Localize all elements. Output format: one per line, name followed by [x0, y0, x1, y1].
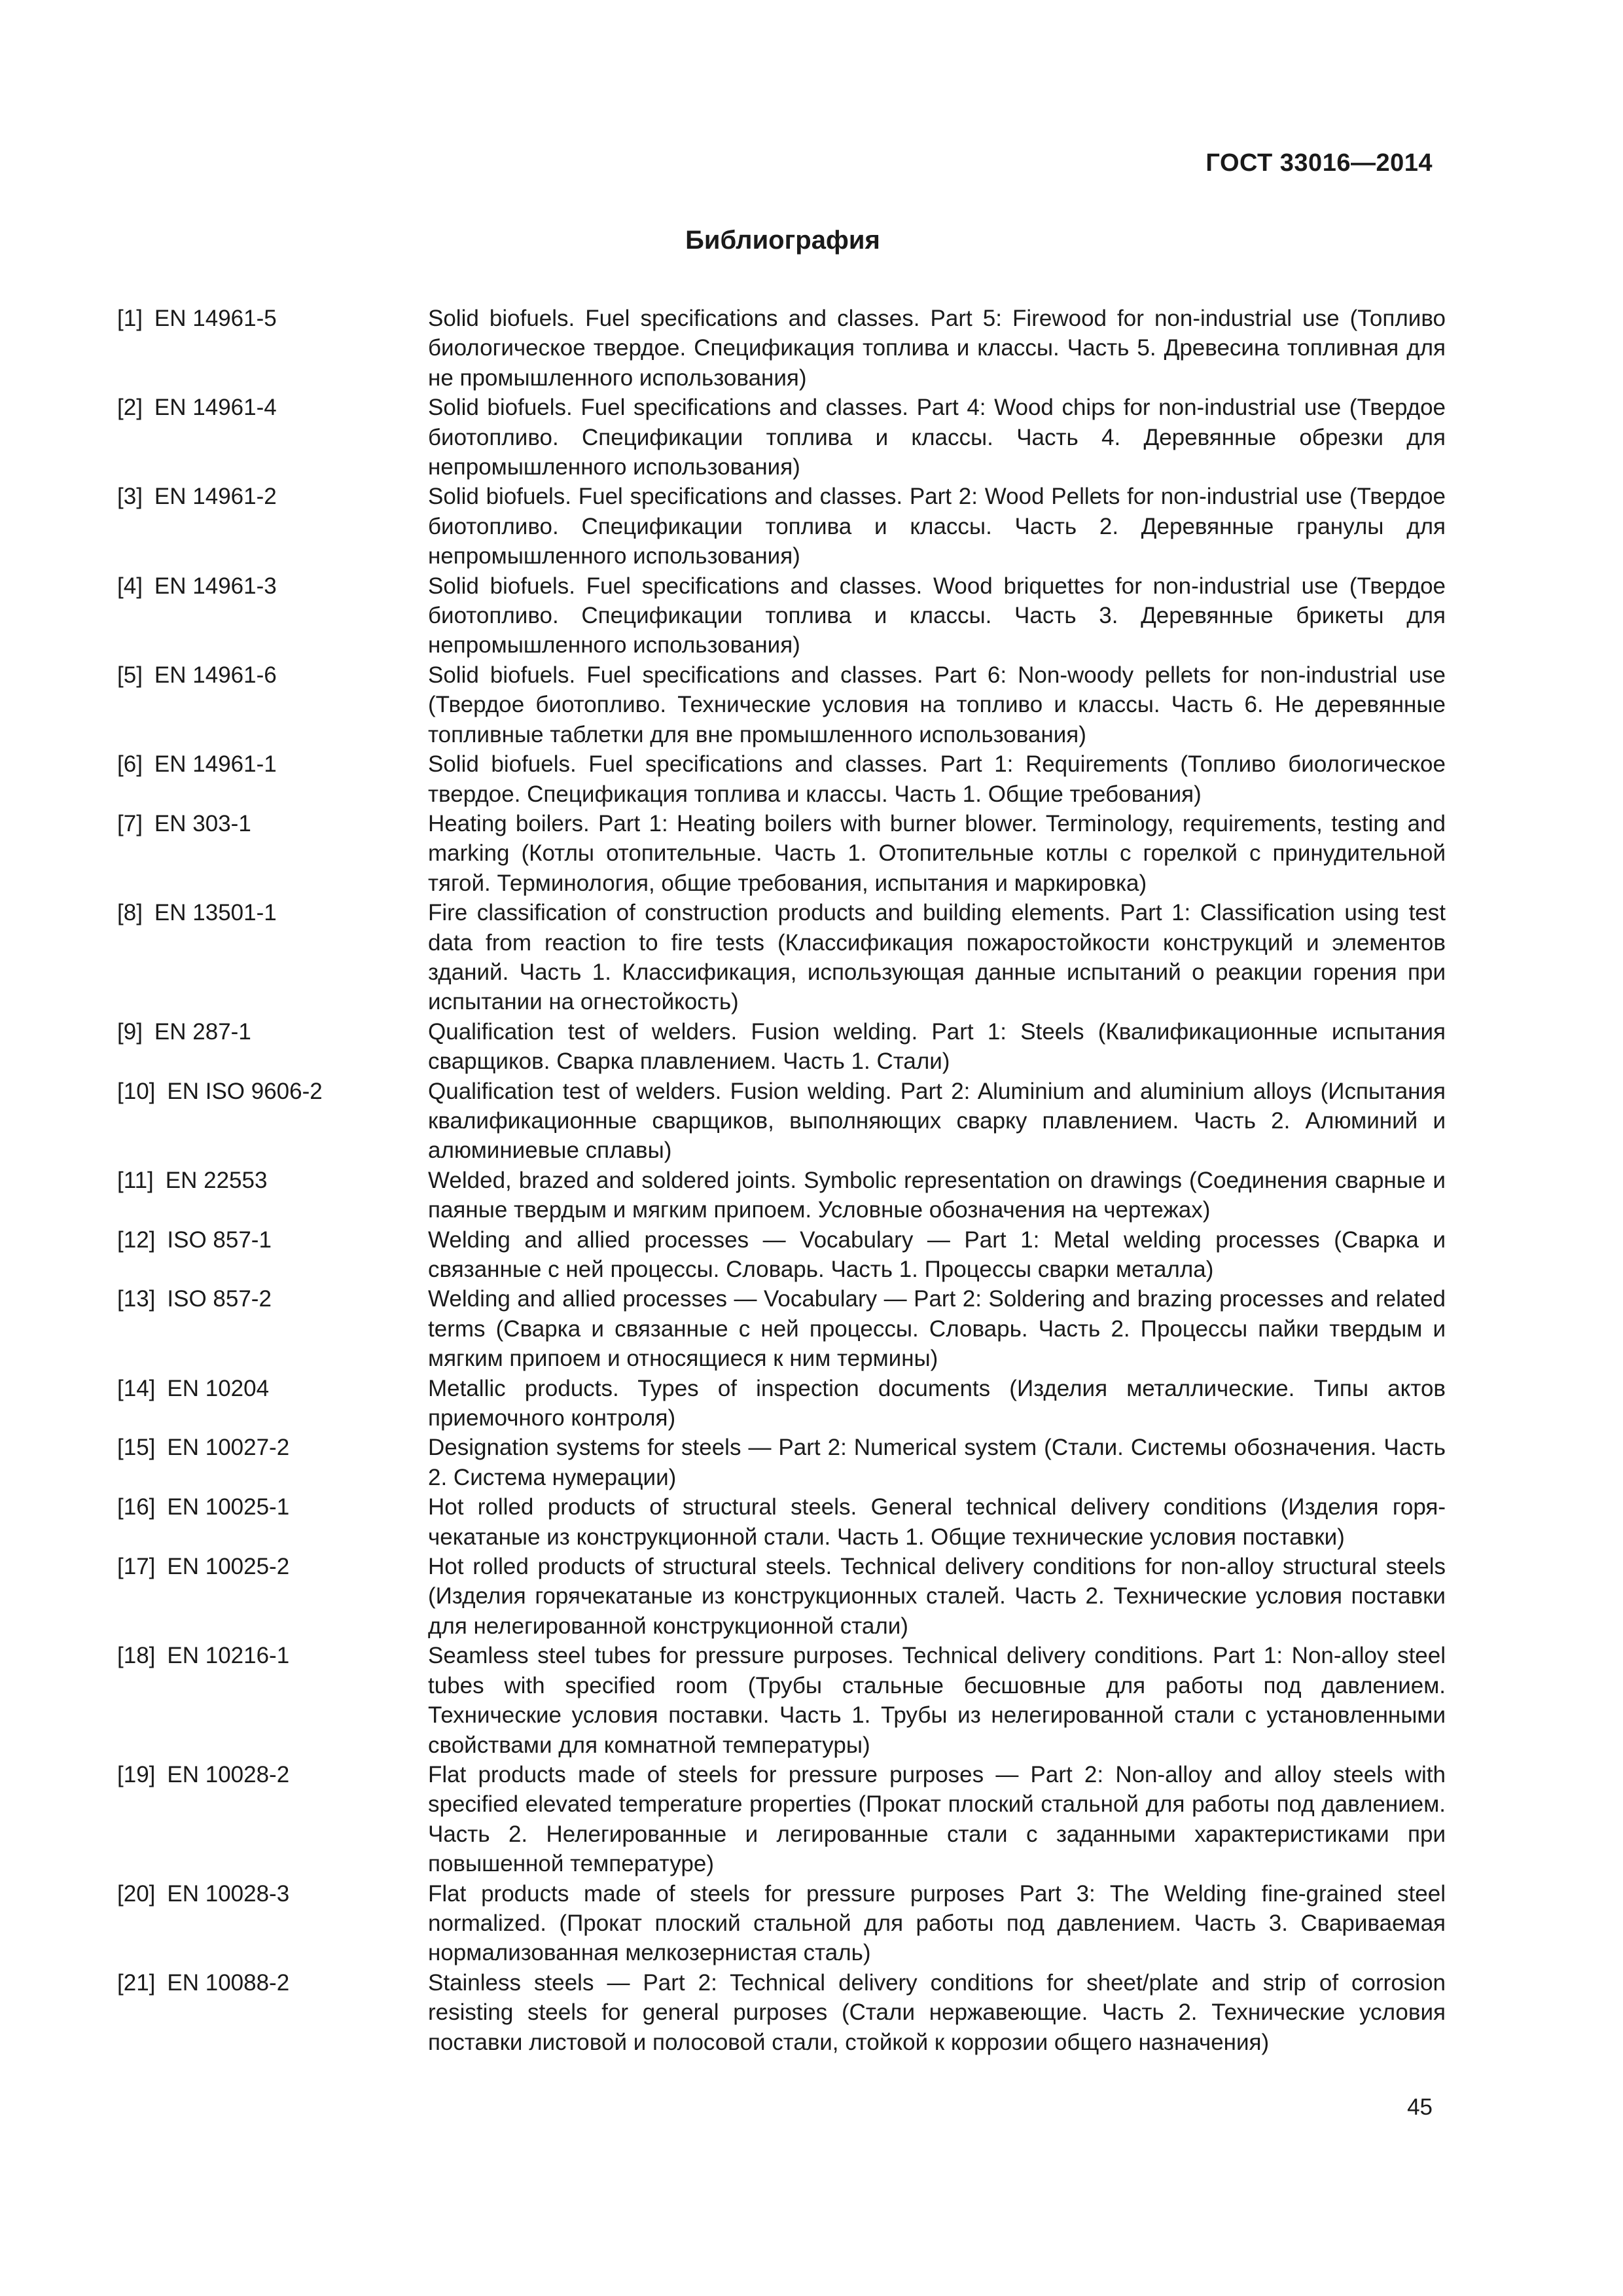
bibliography-list	[117, 304, 1446, 2057]
entry-description: Hot rolled products of structural steels. General technical delivery conditions (Изделия горячекатаные из конструкционной стали. Часть 1. Общие технические условия поставки)	[428, 1494, 1446, 1550]
entry-description: Fire classification of construction products and building elements. Part 1: Classification using test data from reaction to fire tests (Классификация пожаростойкости конструкций и элементов зданий. Часть 1. Классификация, использующая данные испытаний о реакции горения при испытании на огнестойкость)	[428, 900, 1446, 1015]
entry-reference	[117, 660, 428, 749]
bibliography-entry	[117, 749, 1446, 809]
entry-description: Flat products made of steels for pressure purposes Part 3: The Welding fine-grained steel normalized. (Прокат плоский стальной для работы под давлением. Часть 3. Свариваемая нормализованная мелкозернистая сталь)	[428, 1880, 1446, 1966]
bibliography-entry	[117, 1492, 1446, 1552]
entry-description: Flat products made of steels for pressure purposes — Part 2: Non-alloy and alloy steels with specified elevated temperature properties (Прокат плоский стальной для работы под давлением. Часть 2. Нелегированные и легированные стали с заданными характеристиками при повышенной температуре)	[428, 1761, 1446, 1877]
entry-reference	[117, 571, 428, 660]
bibliography-entry	[117, 1760, 1446, 1879]
entry-number: [8]	[117, 900, 143, 926]
bibliography-entry	[117, 1284, 1446, 1373]
entry-standard-code: EN 14961-3	[154, 573, 277, 599]
entry-number: [19]	[117, 1761, 156, 1787]
entry-reference	[117, 1166, 428, 1225]
bibliography-entry	[117, 304, 1446, 393]
entry-standard-code: EN 14961-6	[154, 662, 277, 688]
page-title: Библиография	[685, 226, 880, 255]
entry-standard-code: EN 14961-5	[154, 306, 277, 331]
entry-standard-code: EN 10025-2	[167, 1554, 290, 1580]
entry-reference	[117, 1433, 428, 1492]
entry-standard-code: ISO 857-2	[167, 1286, 272, 1312]
bibliography-entry	[117, 1166, 1446, 1225]
entry-reference	[117, 749, 428, 809]
entry-standard-code: EN 14961-1	[154, 751, 277, 778]
entry-reference	[117, 1879, 428, 1968]
entry-standard-code: EN 10027-2	[167, 1435, 290, 1461]
entry-standard-code: EN 22553	[165, 1167, 268, 1193]
entry-number: [14]	[117, 1375, 156, 1401]
bibliography-entry	[117, 1077, 1446, 1166]
entry-number: [13]	[117, 1286, 156, 1312]
entry-reference	[117, 1968, 428, 2057]
entry-standard-code: EN 14961-4	[154, 395, 277, 421]
entry-standard-code: EN 10028-3	[167, 1880, 290, 1907]
entry-standard-code: EN 10088-2	[167, 1969, 290, 1996]
entry-description: Solid biofuels. Fuel specifications and classes. Part 6: Non-woody pellets for non-industrial use (Твердое биотопливо. Технические условия на топливо и классы. Часть 6. Не деревянные топливные таблетки для вне промышленного использования)	[428, 662, 1446, 747]
entry-description: Seamless steel tubes for pressure purposes. Technical delivery conditions. Part 1: Non-alloy steel tubes with specified room (Трубы стальные бесшовные для работы под давлением. Технические условия поставки. Часть 1. Трубы из нелегированной стали с установленными свойствами для комнатной температуры)	[428, 1643, 1446, 1758]
entry-number: [17]	[117, 1554, 156, 1580]
bibliography-entry	[117, 809, 1446, 898]
document-standard-number: ГОСТ 33016—2014	[1205, 149, 1433, 177]
entry-description: Welding and allied processes — Vocabulary — Part 2: Soldering and brazing processes and related terms (Сварка и связанные с ней процессы. Словарь. Часть 2. Процессы пайки твердым и мягким припоем и относящиеся к ним термины)	[428, 1286, 1446, 1372]
bibliography-entry	[117, 1017, 1446, 1077]
entry-description: Welded, brazed and soldered joints. Symbolic representation on drawings (Соединения сварные и паяные твердым и мягким припоем. Условные обозначения на чертежах)	[428, 1167, 1446, 1223]
bibliography-entry	[117, 1433, 1446, 1492]
entry-standard-code: EN 10028-2	[167, 1761, 290, 1787]
entry-reference	[117, 1641, 428, 1760]
entry-description: Qualification test of welders. Fusion welding. Part 1: Steels (Квалификационные испытания сварщиков. Сварка плавлением. Часть 1. Стали)	[428, 1018, 1446, 1075]
entry-description: Hot rolled products of structural steels. Technical delivery conditions for non-alloy structural steels (Изделия горячекатаные из конструкционных сталей. Часть 2. Технические условия поставки для нелегированной конструкционной стали)	[428, 1554, 1446, 1639]
entry-standard-code: ISO 857-1	[167, 1227, 272, 1253]
entry-number: [10]	[117, 1078, 156, 1104]
bibliography-entry	[117, 660, 1446, 749]
entry-description: Stainless steels — Part 2: Technical delivery conditions for sheet/plate and strip of corrosion resisting steels for general purposes (Стали нержавеющие. Часть 2. Технические условия поставки листовой и полосовой стали, стойкой к коррозии общего назначения)	[428, 1969, 1446, 2055]
entry-description: Designation systems for steels — Part 2: Numerical system (Стали. Системы обозначения. Часть 2. Система нумерации)	[428, 1435, 1446, 1490]
entry-number: [6]	[117, 751, 143, 778]
entry-number: [21]	[117, 1969, 156, 1996]
entry-reference	[117, 1552, 428, 1641]
entry-reference	[117, 1374, 428, 1433]
entry-number: [5]	[117, 662, 143, 688]
bibliography-entry	[117, 1225, 1446, 1285]
entry-number: [4]	[117, 573, 143, 599]
entry-number: [12]	[117, 1227, 156, 1253]
entry-standard-code: EN 10204	[167, 1375, 270, 1401]
entry-reference	[117, 1225, 428, 1285]
entry-reference	[117, 304, 428, 393]
entry-number: [7]	[117, 810, 143, 836]
entry-number: [20]	[117, 1880, 156, 1907]
entry-reference	[117, 809, 428, 898]
bibliography-entry	[117, 393, 1446, 482]
entry-description: Solid biofuels. Fuel specifications and classes. Part 1: Requirements (Топливо биологическое твердое. Спецификация топлива и классы. Часть 1. Общие требования)	[428, 751, 1446, 807]
page-number: 45	[1407, 2094, 1433, 2120]
entry-reference	[117, 1077, 428, 1166]
entry-reference	[117, 1284, 428, 1373]
bibliography-entry	[117, 1968, 1446, 2057]
entry-standard-code: EN 14961-2	[154, 484, 277, 510]
bibliography-entry	[117, 1552, 1446, 1641]
entry-description: Solid biofuels. Fuel specifications and classes. Part 5: Firewood for non-industrial use (Топливо биологическое твердое. Спецификация топлива и классы. Часть 5. Древесина топливная для не промышленного использования)	[428, 306, 1446, 391]
entry-description: Solid biofuels. Fuel specifications and classes. Part 4: Wood chips for non-industrial use (Твердое биотопливо. Спецификации топлива и классы. Часть 4. Деревянные обрезки для непромышленного использования)	[428, 395, 1446, 480]
entry-description: Heating boilers. Part 1: Heating boilers with burner blower. Terminology, requirements, testing and marking (Котлы отопительные. Часть 1. Отопительные котлы с горелкой с принудительной тягой. Терминология, общие требования, испытания и маркировка)	[428, 810, 1446, 896]
bibliography-entry	[117, 1641, 1446, 1760]
entry-standard-code: EN 13501-1	[154, 900, 277, 926]
entry-reference	[117, 393, 428, 482]
entry-reference	[117, 1492, 428, 1552]
entry-number: [18]	[117, 1643, 156, 1669]
entry-number: [15]	[117, 1435, 156, 1461]
entry-description: Solid biofuels. Fuel specifications and classes. Wood briquettes for non-industrial use (Твердое биотопливо. Спецификации топлива и классы. Часть 3. Деревянные брикеты для непромышленного использования)	[428, 573, 1446, 658]
bibliography-entry	[117, 1374, 1446, 1433]
entry-description: Welding and allied processes — Vocabulary — Part 1: Metal welding processes (Сварка и связанные с ней процессы. Словарь. Часть 1. Процессы сварки металла)	[428, 1227, 1446, 1282]
entry-reference	[117, 898, 428, 1017]
entry-description: Qualification test of welders. Fusion welding. Part 2: Aluminium and aluminium alloys (Испытания квалификационные сварщиков, выполняющих сварку плавлением. Часть 2. Алюминий и алюминиевые сплавы)	[428, 1078, 1446, 1164]
entry-number: [3]	[117, 484, 143, 510]
bibliography-entry	[117, 1879, 1446, 1968]
entry-description: Solid biofuels. Fuel specifications and classes. Part 2: Wood Pellets for non-industrial use (Твердое биотопливо. Спецификации топлива и классы. Часть 2. Деревянные гранулы для непромышленного использования)	[428, 484, 1446, 569]
entry-reference	[117, 482, 428, 571]
entry-number: [2]	[117, 395, 143, 421]
bibliography-entry	[117, 571, 1446, 660]
entry-standard-code: EN 303-1	[154, 810, 251, 836]
entry-standard-code: EN 10025-1	[167, 1494, 290, 1520]
entry-number: [1]	[117, 306, 143, 331]
entry-standard-code: EN 10216-1	[167, 1643, 290, 1669]
entry-number: [9]	[117, 1018, 143, 1045]
entry-standard-code: EN ISO 9606-2	[167, 1078, 323, 1104]
entry-standard-code: EN 287-1	[154, 1018, 251, 1045]
entry-number: [11]	[117, 1167, 154, 1193]
entry-reference	[117, 1017, 428, 1077]
bibliography-entry	[117, 898, 1446, 1017]
bibliography-entry	[117, 482, 1446, 571]
entry-description: Metallic products. Types of inspection documents (Изделия металлические. Типы актов приемочного контроля)	[428, 1375, 1446, 1431]
entry-number: [16]	[117, 1494, 156, 1520]
entry-reference	[117, 1760, 428, 1879]
